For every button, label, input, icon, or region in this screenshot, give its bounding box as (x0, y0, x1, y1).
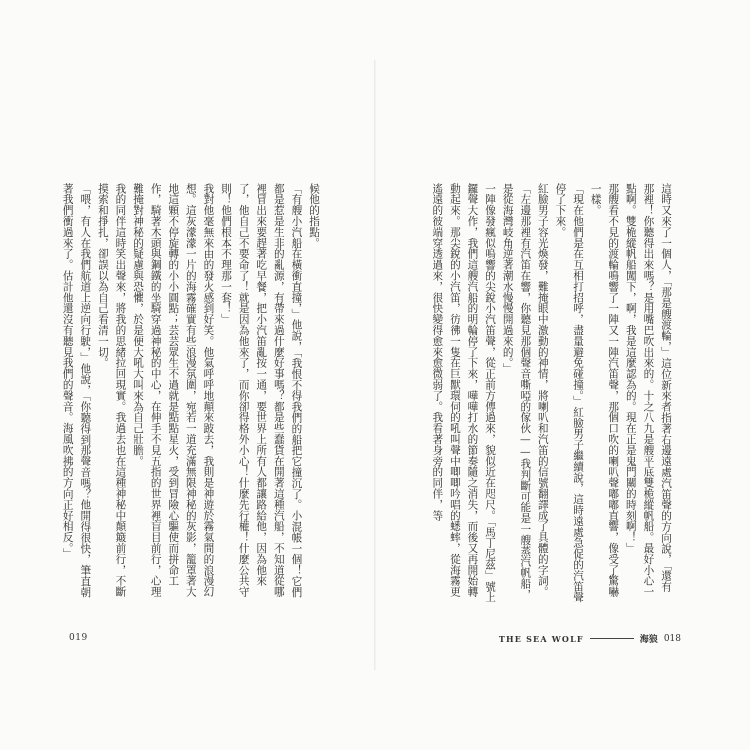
left-page (0, 0, 374, 750)
paragraph: 「有艘小汽船在橫衝直撞，」他說，「我恨不得我們的船把它撞沉了。小混帳一個！它們都是惹是生非的亂源，有帶來過什麼好事嗎？都是些蠢貨在開著這種汽船，不知道從哪裡冒出來要趕著吃早餐，把小汽笛亂按一通，要世界上所有人都讓路給他，因為他來了，他自己不要命了！就是因為他來了，而你卻得格外小心！什麼先行權！什麼公共守則！他們根本不理那一套！」 (220, 183, 303, 598)
paragraph: 候他的指點。 (308, 183, 320, 249)
paragraph: 紅臉男子容光煥發，難掩眼中激動的神情，將喇叭和汽笛的信號翻譯成了具體的字詞。「左邊那裡有汽笛在響，你聽見那個聲音嘶啞的傢伙——我判斷可能是一艘蒸汽帆船，是從海灣岐角逆著潮水慢慢開過來的。」 (501, 183, 549, 600)
paragraph: 「現在他們是在互相打招呼，盡量避免碰撞。」紅臉男子繼續說，這時遠處急促的汽笛聲停了下來。 (554, 183, 585, 603)
footer-rule (590, 638, 634, 639)
left-page-text (61, 183, 322, 603)
running-footer (499, 632, 681, 645)
paragraph: 那艘看不見的渡輪鳴響了一陣又一陣汽笛聲，那個口吹的喇叭聲嘟嘟直響，像受了驚嚇一樣。 (589, 183, 620, 598)
right-page (376, 0, 750, 750)
left-page-number: 019 (69, 633, 88, 643)
footer-book-title: 海狼 (639, 635, 658, 645)
paragraph: 我的同伴這時笑出聲來，將我的思緒拉回現實。我過去也在這種神秘中顛簸前行，不斷摸索和掙扎，卻誤以為自己看清一切。 (96, 183, 127, 598)
paragraph: 我對他毫無來由的發火感到好笑。他氣呼呼地顛來跛去，我則是神遊於霧氣間的浪漫幻想。這灰濛濛一片的海霧確實有些浪漫氛圍，宛若一道充滿無限神秘的灰影，籠罩著大地這顆不停旋轉的小小圓點；芸芸眾生不過就是點點星火，受到冒險心驅使而拼命工作，騎著木頭與鋼鐵的坐騎穿過神秘的中心，在伸手不見五指的世界裡盲目前行，心理難掩對神秘的疑慮與恐懼，於是便大吼大叫來為自己壯膽。 (132, 183, 215, 598)
paragraph: 「喂，有人在我們航道上逆向行駛，」他說，「你聽得到那聲音嗎？他開得很快，筆直朝著我們衝過來了。估計他還沒有聽見我們的聲音。海風吹拂的方向正好相反。」 (61, 183, 92, 598)
right-page-text (422, 183, 674, 603)
paragraph: 一陣像發瘋似嗚響的尖銳小汽笛聲，從正前方傳過來，貌似近在咫尺。「馬丁尼茲」號上鑼聲大作，我們這艘汽船的明輪停了下來，嘩嘩打水的節奏隨之消失，而後又再開始轉動起來。那尖銳的小汽笛，彷彿一隻在巨獸環伺的吼叫聲中唧唧吟唱的蟋蟀，從海霧更遙遠的彼端穿透過來，很快變得愈來愈微弱了。我看著身旁的同伴，等 (431, 183, 497, 603)
right-page-number: 018 (663, 633, 681, 644)
footer-series-name: THE SEA WOLF (498, 633, 584, 644)
paragraph: 這時又來了一個人，「那是艘渡輪，」這位新來者指著右邊遠處汽笛聲的方向說，「還有那裡！你聽得出來嗎？是用嘴巴吹出來的。十之八九是艘平底雙桅縱帆船。最好小心一點啊。雙桅縱帆船闖下，啊，我是這麼認為的。現在正是鬼門關的時刻啊！」 (624, 183, 672, 598)
